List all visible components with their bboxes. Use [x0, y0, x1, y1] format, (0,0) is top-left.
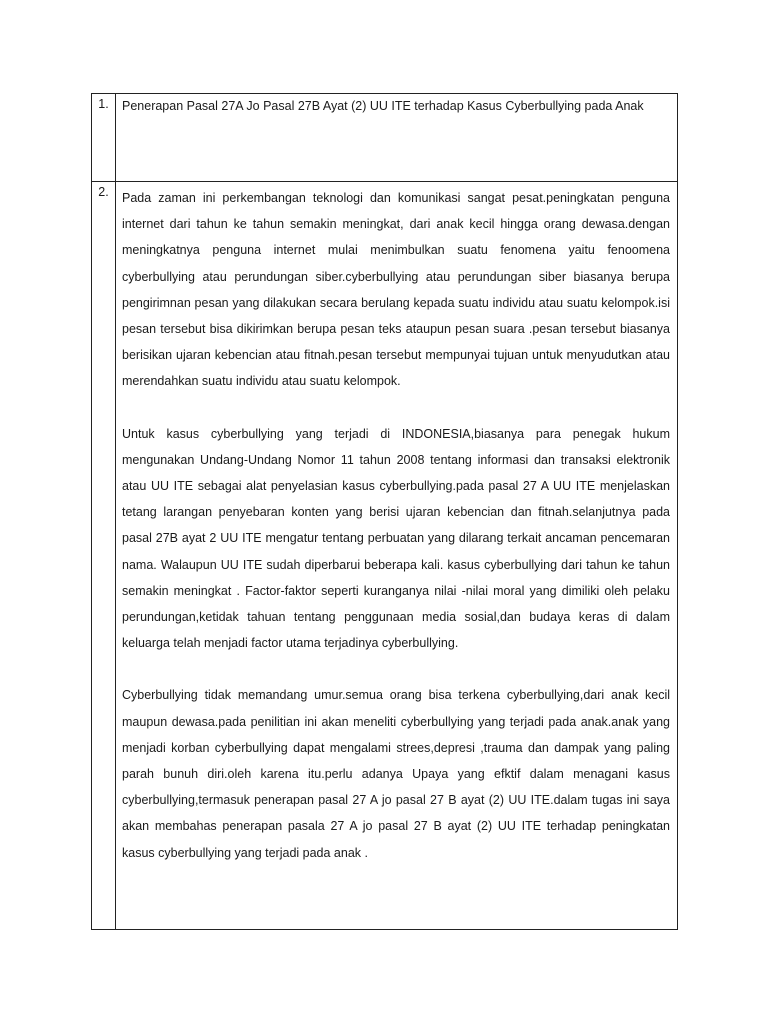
table-row [92, 94, 678, 182]
paragraph-1: Pada zaman ini perkembangan teknologi dan komunikasi sangat pesat.peningkatan penguna internet dari tahun ke tahun semakin meningkat, dari anak kecil hingga orang dewasa.dengan meningkatnya penguna internet mulai menimbulkan suatu fenomena yaitu fenoomena cyberbullying atau perundungan siber.cyberbullying atau perundungan siber biasanya berupa pengirimnan pesan yang dilakukan secara berulang kepada suatu individu atau suatu kelompok.isi pesan tersebut bisa dikirimkan berupa pesan teks ataupun pesan suara .pesan tersebut biasanya berisikan ujaran kebencian atau fitnah.pesan tersebut mempunyai tujuan untuk menyudutkan atau merendahkan suatu individu atau suatu kelompok. [122, 191, 670, 389]
row-number: 2. [92, 182, 116, 930]
paragraph-3: Cyberbullying tidak memandang umur.semua orang bisa terkena cyberbullying,dari anak kecil maupun dewasa.pada penilitian ini akan meneliti cyberbullying yang terjadi pada anak.anak yang menjadi korban cyberbullying dapat mengalami strees,depresi ,trauma dan dampak yang paling parah bunuh diri.oleh karena itu.perlu adanya Upaya yang efktif dalam menagani kasus cyberbullying,termasuk penerapan pasal 27 A jo pasal 27 B ayat (2) UU ITE.dalam tugas ini saya akan membahas penerapan pasala 27 A jo pasal 27 B ayat (2) UU ITE terhadap peningkatan kasus cyberbullying yang terjadi pada anak . [122, 688, 670, 860]
paragraph-2: Untuk kasus cyberbullying yang terjadi di INDONESIA,biasanya para penegak hukum mengunakan Undang-Undang Nomor 11 tahun 2008 tentang informasi dan transaksi elektronik atau UU ITE sebagai alat penyelasian kasus cyberbullying.pada pasal 27 A UU ITE menjelaskan tetang larangan penyebaran konten yang berisi ujaran kebencian dan fitnah.selanjutnya pada pasal 27B ayat 2 UU ITE mengatur tentang perbuatan yang dilarang terkait ancaman pencemaran nama. Walaupun UU ITE sudah diperbarui beberapa kali. kasus cyberbullying dari tahun ke tahun semakin meningkat . Factor-faktor seperti kuranganya nilai -nilai moral yang dimiliki oleh pelaku perundungan,ketidak tahuan tentang penggunaan media sosial,dan budaya keras di dalam keluarga telah menjadi factor utama terjadinya cyberbullying. [122, 426, 670, 651]
title-cell [116, 94, 678, 182]
table-row [92, 182, 678, 930]
body-cell [116, 182, 678, 930]
document-title: Penerapan Pasal 27A Jo Pasal 27B Ayat (2) UU ITE terhadap Kasus Cyberbullying pada Anak [122, 99, 644, 113]
document-table [91, 93, 678, 930]
row-number: 1. [92, 94, 116, 182]
